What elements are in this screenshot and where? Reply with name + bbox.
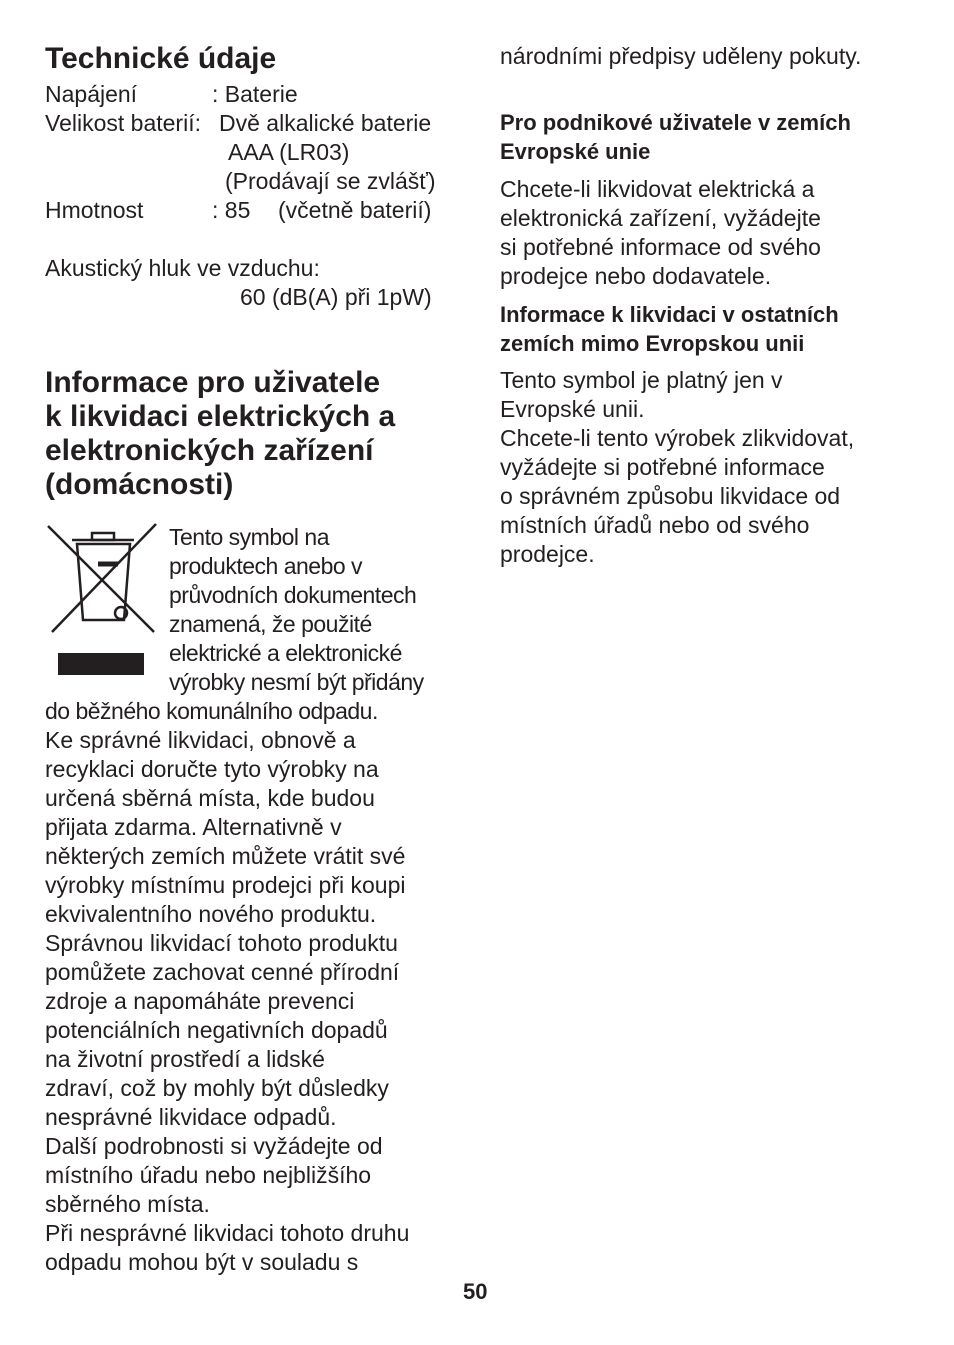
other-line: Tento symbol je platný jen v: [500, 367, 783, 393]
other-line: o správném způsobu likvidace od: [500, 483, 841, 509]
battery-size-value: Dvě alkalické baterie: [219, 110, 432, 136]
intro-line: průvodních dokumentech: [169, 582, 417, 608]
body-line: recyklaci doručte tyto výrobky na: [45, 756, 379, 782]
weight-value: : 85: [212, 197, 251, 223]
disposal-title: [45, 366, 395, 502]
intro-text: [169, 523, 424, 697]
weight-label: Hmotnost: [45, 197, 144, 223]
business-title: [500, 108, 851, 166]
disposal-title-line: Informace pro uživatele: [45, 366, 381, 399]
body-line: Při nesprávné likvidaci tohoto druhu: [45, 1220, 410, 1246]
other-line: Chcete-li tento výrobek zlikvidovat,: [500, 425, 855, 451]
disposal-title-line: (domácnosti): [45, 468, 234, 501]
noise-value: 60 (dB(A) při 1pW): [240, 284, 432, 310]
other-title: [500, 300, 839, 358]
body-line: Správnou likvidací tohoto produktu: [45, 930, 398, 956]
crossed-out-wheelie-bin-icon: [44, 520, 160, 680]
intro-line: znamená, že použité: [169, 611, 372, 637]
body-line: potenciálních negativních dopadů: [45, 1017, 388, 1043]
intro-line: elektrické a elektronické: [169, 640, 402, 666]
other-line: místních úřadů nebo od svého: [500, 512, 810, 538]
other-title-line: Informace k likvidaci v ostatních: [500, 302, 839, 327]
body-line: ekvivalentního nového produktu.: [45, 901, 377, 927]
body-line: místního úřadu nebo nejbližšího: [45, 1162, 372, 1188]
power-label: Napájení: [45, 81, 138, 107]
body-line: výrobky místnímu prodejci při koupi: [45, 872, 406, 898]
business-title-line: Pro podnikové uživatele v zemích: [500, 110, 851, 135]
intro-line: produktech anebo v: [169, 553, 363, 579]
business-text: [500, 175, 821, 291]
tech-title: Technické údaje: [45, 42, 277, 75]
business-line: si potřebné informace od svého: [500, 234, 821, 260]
body-line: zdroje a napomáháte prevenci: [45, 988, 355, 1014]
continuation-text: národními předpisy uděleny pokuty.: [500, 43, 862, 69]
business-line: Chcete-li likvidovat elektrická a: [500, 176, 815, 202]
page-number: 50: [463, 1279, 488, 1304]
business-title-line: Evropské unie: [500, 139, 651, 164]
battery-size-label: Velikost baterií:: [45, 110, 201, 136]
weight-note: (včetně baterií): [278, 197, 432, 223]
intro-line: výrobky nesmí být přidány: [169, 669, 424, 695]
battery-size-line2: AAA (LR03): [228, 139, 350, 165]
other-line: prodejce.: [500, 541, 595, 567]
noise-label: Akustický hluk ve vzduchu:: [45, 255, 320, 281]
business-line: elektronická zařízení, vyžádejte: [500, 205, 821, 231]
body-line: nesprávné likvidace odpadů.: [45, 1104, 337, 1130]
other-text: [500, 366, 854, 569]
body-line: do běžného komunálního odpadu.: [45, 698, 378, 724]
other-title-line: zemích mimo Evropskou unii: [500, 331, 805, 356]
battery-size-line3: (Prodávají se zvlášť): [225, 168, 436, 194]
body-line: na životní prostředí a lidské: [45, 1046, 325, 1072]
body-line: odpadu mohou být v souladu s: [45, 1249, 359, 1275]
intro-line: Tento symbol na: [169, 524, 329, 550]
body-line: zdraví, což by mohly být důsledky: [45, 1075, 389, 1101]
other-line: vyžádejte si potřebné informace: [500, 454, 825, 480]
body-line: pomůžete zachovat cenné přírodní: [45, 959, 400, 985]
business-line: prodejce nebo dodavatele.: [500, 263, 772, 289]
body-line: Ke správné likvidaci, obnově a: [45, 727, 356, 753]
body-line: přijata zdarma. Alternativně v: [45, 814, 342, 840]
body-line: některých zemích můžete vrátit své: [45, 843, 406, 869]
disposal-title-line: k likvidaci elektrických a: [45, 400, 396, 433]
disposal-title-line: elektronických zařízení: [45, 434, 374, 467]
power-value: : Baterie: [212, 81, 298, 107]
body-line: sběrného místa.: [45, 1191, 210, 1217]
other-line: Evropské unii.: [500, 396, 645, 422]
disposal-body: [45, 697, 409, 1277]
body-line: Další podrobnosti si vyžádejte od: [45, 1133, 383, 1159]
body-line: určená sběrná místa, kde budou: [45, 785, 375, 811]
